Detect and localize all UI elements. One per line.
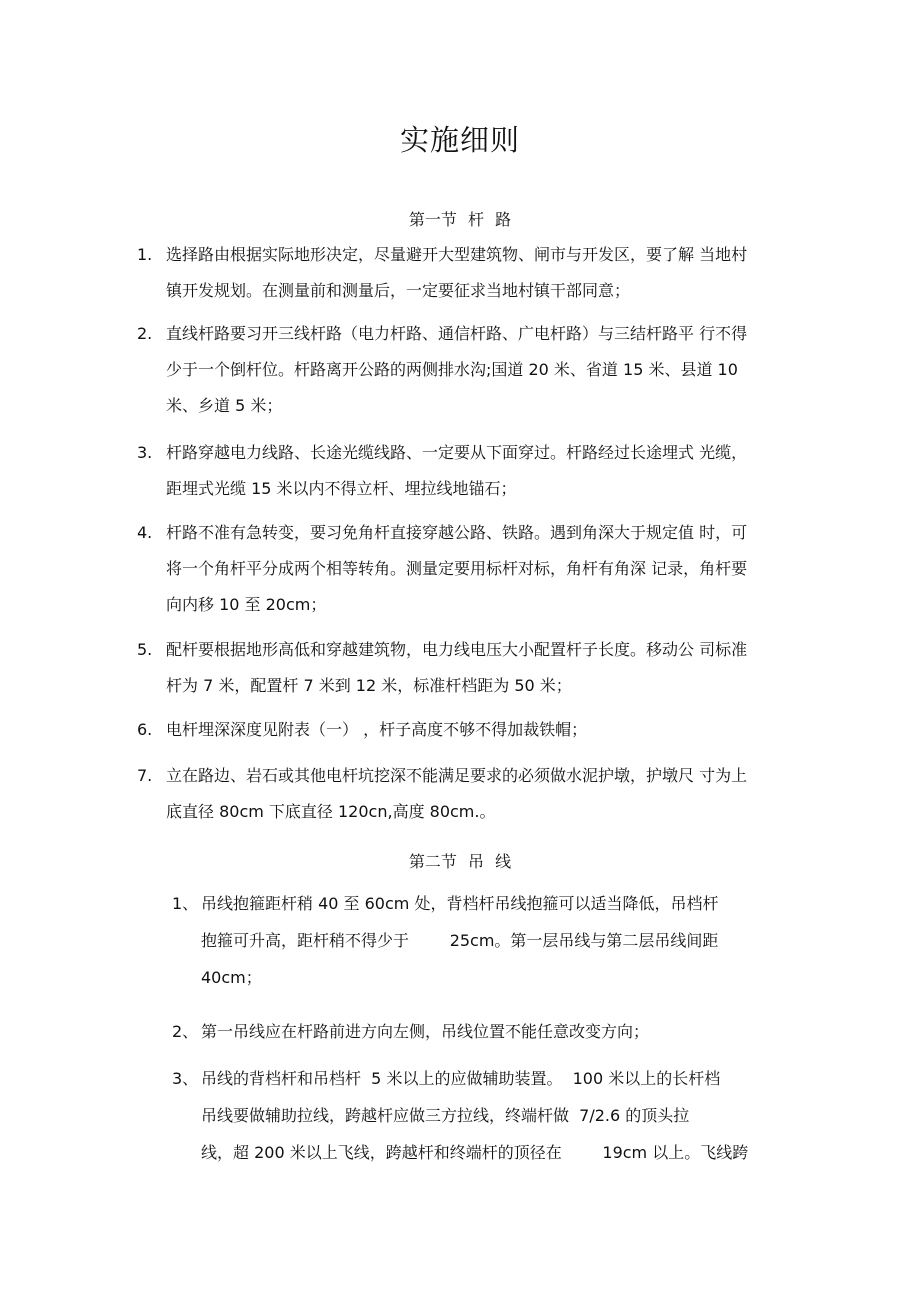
item-number: 4. xyxy=(137,523,153,542)
list-item xyxy=(172,885,792,996)
document-title: 实施细则 xyxy=(399,123,520,157)
item-text: 电杆埋深深度见附表（一） ，杆子高度不够不得加裁铁帽； xyxy=(166,720,588,739)
section-heading-poles: 第一节 杆 路 xyxy=(408,210,512,229)
list-item xyxy=(137,237,787,309)
item-number: 3、 xyxy=(172,1069,199,1088)
item-text: 杆路不准有急转变，要习免角杆直接穿越公路、铁路。遇到角深大于规定值 时，可 将一个角杆平分成两个相等转角。测量定要用标杆对标，角杆有角深 记录，角杆要 向内移 10 至 20cm； xyxy=(166,523,748,614)
item-number: 3. xyxy=(137,443,153,462)
item-number: 5. xyxy=(137,640,153,659)
item-text: 吊线的背档杆和吊档杆 5 米以上的应做辅助装置。 100 米以上的长杆档 吊线要做辅助拉线，跨越杆应做三方拉线，终端杆做 7/2.6 的顶头拉 线，超 200 米以上飞线，跨越杆和终端杆的顶径在 19cm 以上。飞线跨 xyxy=(201,1069,749,1162)
item-text: 杆路穿越电力线路、长途光缆线路、一定要从下面穿过。杆路经过长途埋式 光缆， 距埋式光缆 15 米以内不得立杆、埋拉线地锚石； xyxy=(166,443,748,498)
item-number: 6. xyxy=(137,720,153,739)
item-text: 吊线抱箍距杆稍 40 至 60cm 处，背档杆吊线抱箍可以适当降低，吊档杆 抱箍可升高，距杆稍不得少于 25cm。第一层吊线与第二层吊线间距 40cm； xyxy=(201,894,719,987)
item-number: 7. xyxy=(137,766,153,785)
item-number: 2、 xyxy=(172,1022,199,1041)
item-text: 第一吊线应在杆路前进方向左侧，吊线位置不能任意改变方向； xyxy=(201,1022,650,1041)
item-number: 1、 xyxy=(172,894,199,913)
section-heading-suspension-wire: 第二节 吊 线 xyxy=(408,852,512,871)
item-text: 直线杆路要习开三线杆路（电力杆路、通信杆路、广电杆路）与三结杆路平 行不得 少于一个倒杆位。杆路离开公路的两侧排水沟;国道 20 米、省道 15 米、县道 10 米、乡道 5 米； xyxy=(166,324,748,415)
list-item xyxy=(137,632,787,704)
item-text: 立在路边、岩石或其他电杆坑挖深不能满足要求的必须做水泥护墩，护墩尺 寸为上 底直径 80cm 下底直径 120cn,高度 80cm.。 xyxy=(166,766,748,821)
item-number: 2. xyxy=(137,324,153,343)
list-item xyxy=(137,758,787,830)
item-number: 1. xyxy=(137,245,153,264)
list-item xyxy=(137,515,787,623)
list-item xyxy=(172,1060,792,1171)
list-item xyxy=(172,1013,792,1050)
list-item xyxy=(137,316,787,424)
item-text: 配杆要根据地形高低和穿越建筑物，电力线电压大小配置杆子长度。移动公 司标准 杆为 7 米，配置杆 7 米到 12 米，标准杆档距为 50 米； xyxy=(166,640,748,695)
item-text: 选择路由根据实际地形决定，尽量避开大型建筑物、闸市与开发区，要了解 当地村 镇开发规划。在测量前和测量后，一定要征求当地村镇干部同意； xyxy=(166,245,748,300)
list-item xyxy=(137,712,787,748)
list-item xyxy=(137,435,787,507)
